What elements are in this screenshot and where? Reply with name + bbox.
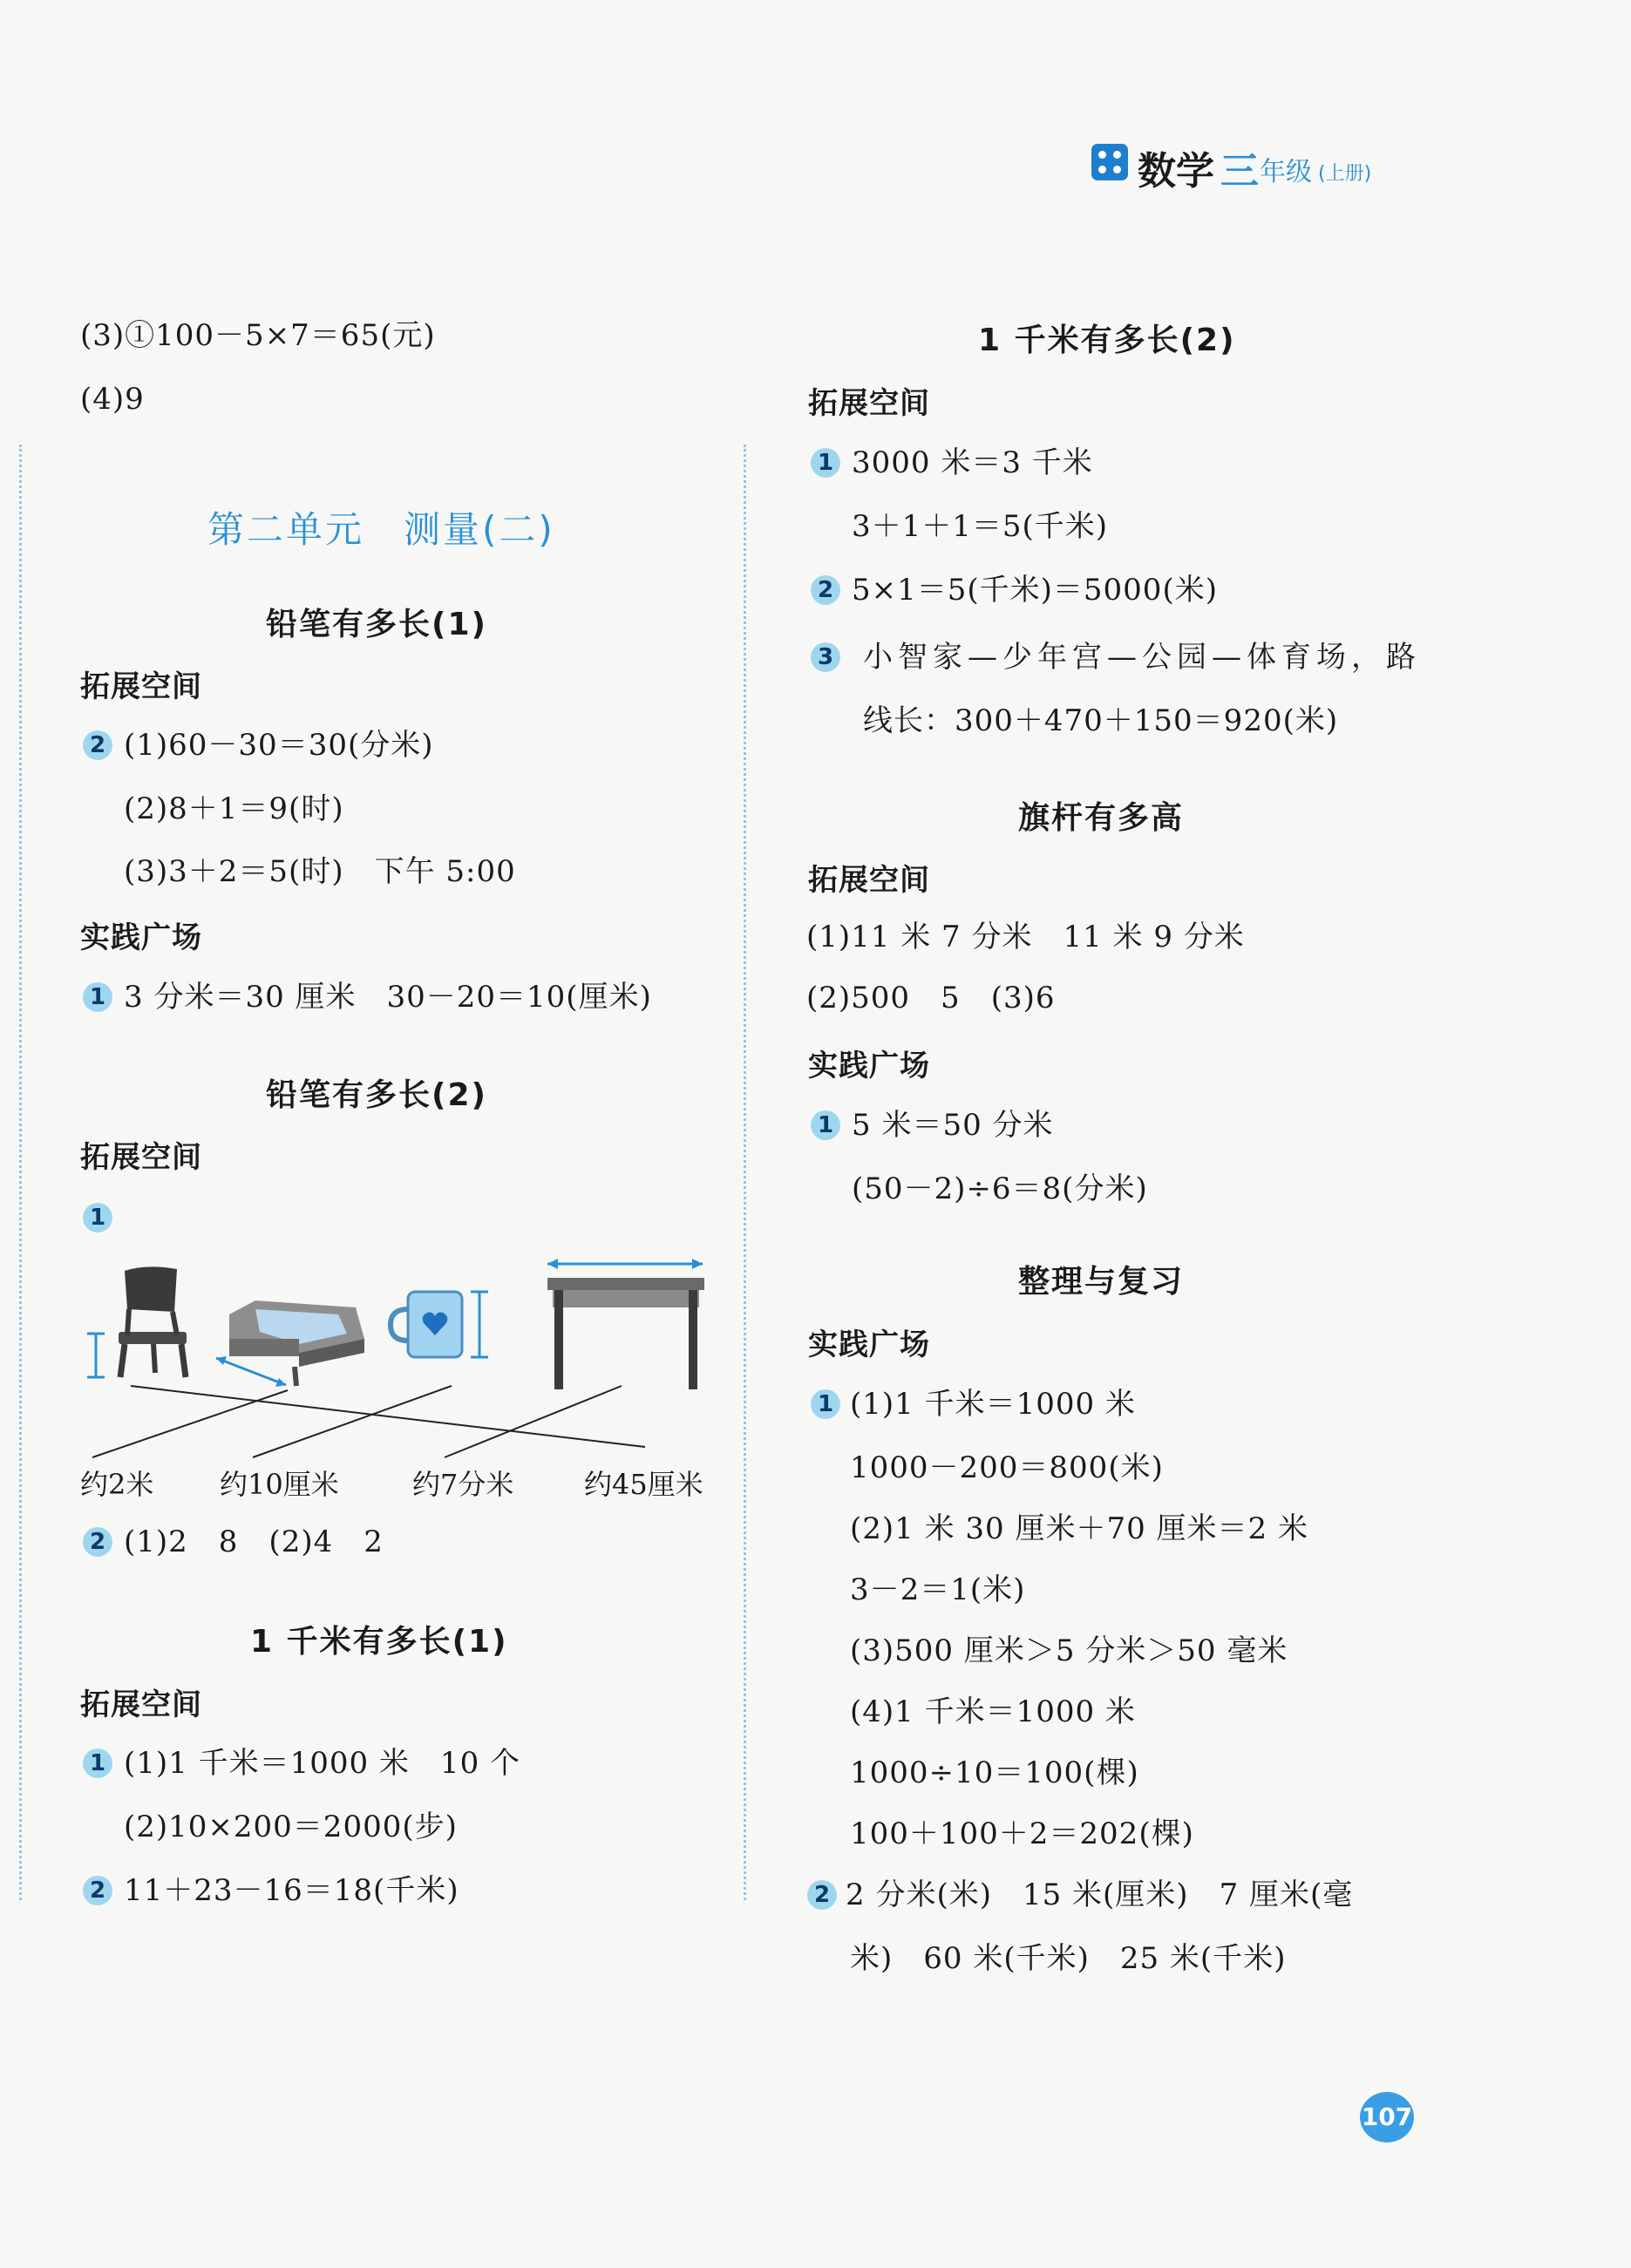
header-volume: (上册) [1318,163,1372,185]
left-top-line-2: (4)9 [80,382,145,417]
page-number: 107 [1360,2092,1414,2142]
s6-p1-line-8: 100＋100＋2＝202(棵) [850,1816,1194,1851]
s6-title: 整理与复习 [1018,1264,1185,1300]
s1-title: 铅笔有多长(1) [266,607,487,642]
desk-icon [547,1259,704,1389]
s5-sub-expand: 拓展空间 [808,863,930,898]
chair-icon [87,1266,187,1377]
matching-figure [77,1255,722,1473]
s3-sub-expand: 拓展空间 [80,1687,202,1722]
mug-icon [391,1292,488,1357]
s5-p1-line-1: 5 米＝50 分米 [852,1108,1054,1143]
s5-line-1: (1)11 米 7 分米 11 米 9 分米 [806,920,1245,954]
center-divider [744,445,746,1900]
s6-p2-line-1: 2 分米(米) 15 米(厘米) 7 厘米(毫 [846,1878,1354,1912]
s2-sub-expand: 拓展空间 [80,1140,202,1175]
s4-q1-number: 1 [811,448,840,478]
s6-p1-number: 1 [811,1389,840,1419]
s4-q3-line-2: 线长：300＋470＋150＝920(米) [863,703,1339,738]
s3-q1-line-1: (1)1 千米＝1000 米 10 个 [124,1746,521,1781]
s5-title: 旗杆有多高 [1018,800,1185,836]
s6-p1-line-5: (3)500 厘米＞5 分米＞50 毫米 [850,1633,1288,1668]
s4-sub-expand: 拓展空间 [808,386,930,421]
left-top-line-1: (3)①100－5×7＝65(元) [80,318,436,353]
s6-p1-line-1: (1)1 千米＝1000 米 [850,1387,1136,1422]
s4-q3-number: 3 [811,642,840,672]
figure-label-2: 约10厘米 [220,1468,339,1501]
s2-title: 铅笔有多长(2) [266,1077,487,1113]
s1-sub-practice: 实践广场 [80,920,202,955]
left-divider [19,445,22,1900]
s4-q1-line-2: 3＋1＋1＝5(千米) [852,509,1109,544]
s4-q3-line-1: 小智家—少年宫—公园—体育场，路 [863,640,1421,675]
s1-sub-expand: 拓展空间 [80,669,202,704]
s6-p2-number: 2 [807,1880,837,1910]
s1-p1-line: 3 分米＝30 厘米 30－20＝10(厘米) [124,980,652,1015]
header-subject: 数学 [1138,149,1214,194]
header-grade-suffix: 年级 [1260,157,1312,187]
s6-p1-line-4: 3－2＝1(米) [850,1572,1026,1607]
s2-q2-number: 2 [83,1527,112,1557]
unit-title: 第二单元 测量(二) [207,508,555,551]
figure-label-1: 约2米 [80,1468,154,1501]
s3-title: 1 千米有多长(1) [250,1624,508,1660]
s6-p2-line-2: 米) 60 米(千米) 25 米(千米) [850,1941,1287,1976]
header-grade: 三 [1220,149,1259,194]
s1-p1-number: 1 [83,982,112,1012]
s4-q1-line-1: 3000 米＝3 千米 [852,445,1093,480]
s1-q2-line-3: (3)3＋2＝5(时) 下午 5:00 [124,854,516,889]
figure-label-3: 约7分米 [412,1468,514,1501]
s6-p1-line-6: (4)1 千米＝1000 米 [850,1694,1136,1729]
s4-title: 1 千米有多长(2) [978,323,1236,358]
bed-icon [216,1300,364,1387]
s3-q2-line: 11＋23－16＝18(千米) [124,1873,459,1908]
s1-q2-line-2: (2)8＋1＝9(时) [124,791,344,826]
s4-q2-number: 2 [811,575,840,605]
s1-q2-line-1: (1)60－30＝30(分米) [124,728,434,763]
s6-p1-line-2: 1000－200＝800(米) [850,1450,1164,1485]
s6-p1-line-3: (2)1 米 30 厘米＋70 厘米＝2 米 [850,1511,1308,1546]
s6-p1-line-7: 1000÷10＝100(棵) [850,1755,1139,1790]
s1-q2-number: 2 [83,730,112,760]
book-logo-icon [1091,144,1128,180]
s4-q2-line: 5×1＝5(千米)＝5000(米) [852,573,1218,608]
s2-q2-line: (1)2 8 (2)4 2 [124,1524,384,1559]
s3-q1-number: 1 [83,1749,112,1778]
s5-p1-line-2: (50－2)÷6＝8(分米) [852,1171,1148,1206]
s5-sub-practice: 实践广场 [808,1049,930,1083]
s6-sub-practice: 实践广场 [808,1328,930,1362]
figure-label-4: 约45厘米 [584,1468,703,1501]
s2-q1-number: 1 [83,1203,112,1232]
s3-q1-line-2: (2)10×200＝2000(步) [124,1810,458,1844]
s3-q2-number: 2 [83,1876,112,1905]
s5-p1-number: 1 [811,1110,840,1140]
s5-line-2: (2)500 5 (3)6 [806,981,1056,1015]
